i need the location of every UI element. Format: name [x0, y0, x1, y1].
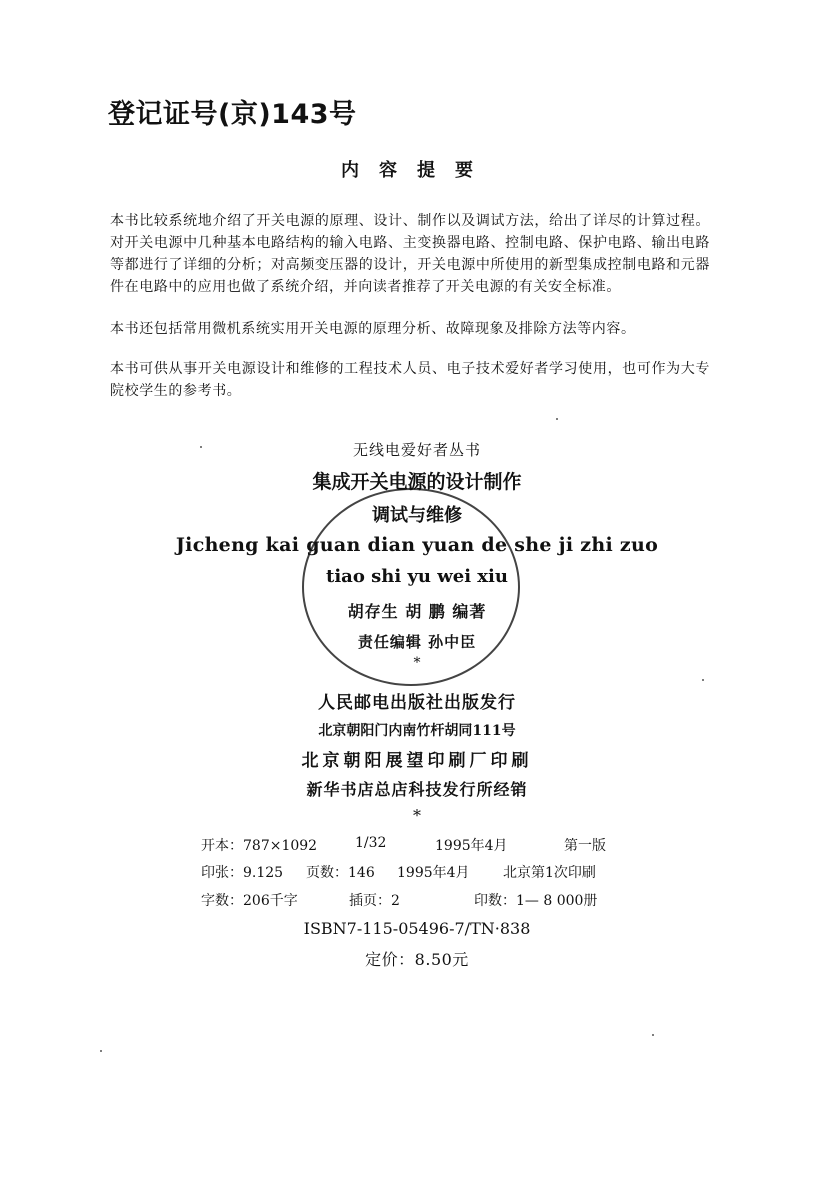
separator-star: *: [413, 655, 421, 671]
registration-number: 登记证号(京)143号: [108, 99, 357, 130]
isbn: ISBN7-115-05496-7/TN·838: [303, 919, 531, 938]
scan-speck: [652, 1034, 654, 1036]
abstract-paragraph-2: 本书还包括常用微机系统实用开关电源的原理分析、故障现象及排除方法等内容。: [110, 321, 636, 337]
printer: 北京朝阳展望印刷厂印刷: [301, 751, 533, 771]
scan-speck: [556, 418, 558, 420]
distributor: 新华书店总店科技发行所经销: [306, 780, 528, 799]
publisher: 人民邮电出版社出版发行: [318, 693, 516, 713]
scan-speck: [702, 679, 704, 681]
book-subtitle: 调试与维修: [372, 505, 462, 526]
authors: 胡存生 胡 鹏 编著: [347, 602, 487, 621]
spec-edition-date: 1995年4月: [435, 838, 508, 854]
scan-speck: [200, 446, 202, 448]
spec-pages: 页数：146: [306, 865, 375, 881]
publisher-address: 北京朝阳门内南竹杆胡同111号: [318, 723, 516, 739]
spec-printing: 北京第1次印刷: [503, 865, 596, 881]
price: 定价：8.50元: [365, 950, 469, 969]
divider-star: *: [413, 806, 421, 825]
pinyin-title-line-2: tiao shi yu wei xiu: [326, 566, 508, 587]
book-title: 集成开关电源的设计制作: [312, 471, 522, 493]
spec-print-date: 1995年4月: [397, 865, 470, 881]
abstract-paragraph-3: 本书可供从事开关电源设计和维修的工程技术人员、电子技术爱好者学习使用，也可作为大专院校学生的参考书。: [110, 361, 710, 399]
abstract-heading: 内容提要: [341, 160, 493, 181]
spec-plates: 插页：2: [349, 893, 400, 909]
responsible-editor: 责任编辑 孙中臣: [357, 633, 477, 651]
scan-speck: [100, 1050, 102, 1052]
spec-fraction: 1/32: [355, 835, 387, 851]
spec-words: 字数：206千字: [201, 893, 298, 909]
spec-edition: 第一版: [564, 838, 606, 854]
spec-copies: 印数：1— 8 000册: [474, 893, 598, 909]
pinyin-title-line-1: Jicheng kai guan dian yuan de she ji zhi zuo: [175, 534, 659, 556]
series-name: 无线电爱好者丛书: [352, 441, 481, 459]
spec-sheets: 印张：9.125: [201, 865, 284, 881]
spec-format: 开本：787×1092: [201, 838, 318, 854]
abstract-paragraph-1: 本书比较系统地介绍了开关电源的原理、设计、制作以及调试方法，给出了详尽的计算过程。对开关电源中几种基本电路结构的输入电路、主变换器电路、控制电路、保护电路、输出电路等都进行了详细的分析；对高频变压器的设计，开关电源中所使用的新型集成控制电路和元器件在电路中的应用也做了系统介绍，并向读者推荐了开关电源的有关安全标准。: [110, 213, 710, 295]
